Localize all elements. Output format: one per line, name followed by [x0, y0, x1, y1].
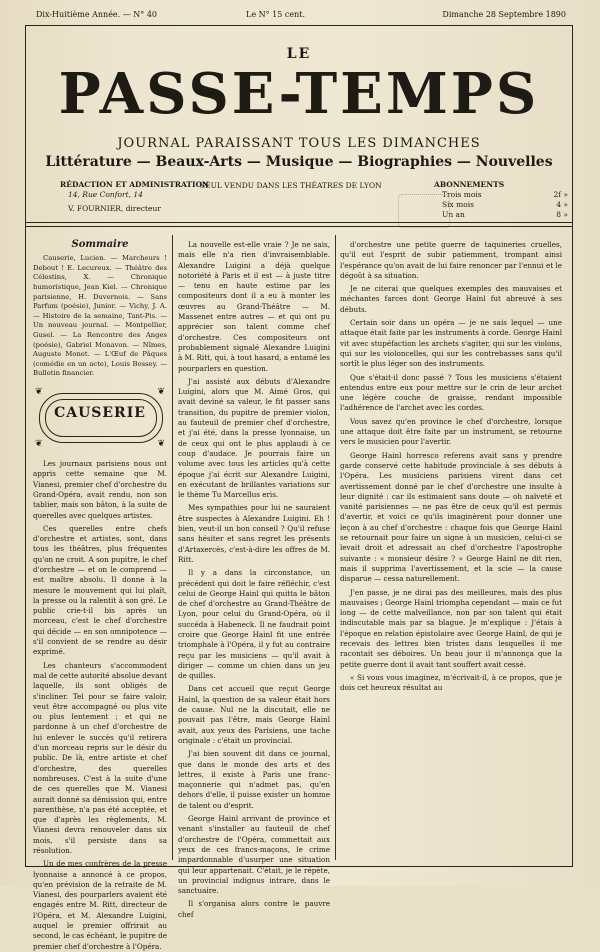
column-1	[33, 239, 167, 951]
subscriptions-title: ABONNEMENTS	[434, 180, 505, 189]
sommaire-title: Sommaire	[71, 239, 129, 250]
masthead	[26, 26, 572, 222]
paragraph: Ces querelles entre chefs d'orchestre et artistes, sont, dans tous les théâtres, plus fréquentes qu'on ne croit. A son pupitre, le chef d'orchestre — et on le comprend — est maître absolu. Il donne à la mesure le mouvement qui lui plaît, la presse ou la ralentit à son gré. Le public crie-t-il bis après un morceau, c'est le chef d'orchestre qui décide — en son omnipotence — s'il convient de se rendre au désir exprimé.	[33, 523, 167, 657]
paragraph: Il y a dans la circonstance, un précédent qui doit le faire réfléchir, c'est celui de George Hainl qui quitta le bâton de chef d'orchestre au Grand-Théâtre de Lyon, pour celui du Grand-Opéra, où il succéda à Habeneck. Il ne faudrait point croire que George Hainl fit une entrée triomphale à l'Opéra, il y fut au contraire reçu par les musiciens — qu'il avait à diriger — comme un chien dans un jeu de quilles.	[178, 568, 330, 681]
paragraph: La nouvelle est-elle vraie ? Je ne sais, mais elle n'a rien d'invraisemblable. Alexandre Luigini a déjà quelque notoriété à Paris et il est — à juste titre — tenu en haute estime par les compositeurs dont il a eu à monter les œuvres au Grand-Théâtre — M. Massenet entre autres — et qui ont pu apprécier son talent comme chef d'orchestre. Ces compositeurs ont probablement signalé Alexandre Luigini à M. Ritt, qui, à tout hasard, a entamé les pourparlers en question.	[178, 240, 330, 373]
masthead-subtitle: JOURNAL PARAISSANT TOUS LES DIMANCHES	[117, 136, 481, 151]
masthead-title: PASSE-TEMPS	[58, 61, 540, 127]
paragraph: J'en passe, je ne dirai pas des meilleures, mais des plus mauvaises ; George Hainl triompha cependant — mais ce fut long — de cette malveillance, non par son talent qui était indiscutable mais par sa blague. Je m'explique : J'étais à l'époque en relation épistolaire avec George Hainl, de qui je recevais des lettres bien tristes dans lesquelles il me racontait ses déboires. Un beau jour il m'annonça que la petite guerre dont il avait tant souffert avait cessé.	[340, 587, 562, 669]
column-separator	[172, 235, 173, 860]
header-line	[36, 8, 566, 24]
redaction-block	[60, 180, 220, 214]
subscription-row: Six mois 4 »	[442, 200, 568, 209]
masthead-le: LE	[286, 46, 312, 62]
redaction-label: RÉDACTION ET ADMINISTRATION	[60, 180, 209, 189]
paragraph: Que s'était-il donc passé ? Tous les musiciens s'étaient entendus entre eux pour mettre sur le crin de leur archet une légère couche de graisse, rendant impossible l'adhérence de l'archet avec les cordes.	[340, 372, 562, 413]
sommaire-text: Causerie, Lucien. — Marcheurs ! Debout ! E. Lecureux. — Théâtre des Célestins, X. — Chronique humoristique, Jean Kiel. — Chronique parisienne, H. Duvernois. — Sans Parfum (poésie), Junior. — Vichy, J. A. — Histoire de la semaine, Tant-Pis. — Un nouveau journal. — Montpellier, Gusel. — La Rencontre des Anges (poésie), Gabriel Monavon. — Nîmes, Auguste Monet. — L'Œuf de Pâques (comédie en un acte), Louis Bossey. — Bulletin financier.	[33, 254, 167, 378]
paragraph: Les journaux parisiens nous ont appris cette semaine que M. Vianesi, premier chef d'orchestre du Grand-Opéra, avait rendu, non son tablier, mais son bâton, à la suite de querelles avec quelques artistes.	[33, 459, 167, 520]
paragraph: d'orchestre une petite guerre de taquineries cruelles, qu'il eut l'esprit de subir patiemment, trompant ainsi l'espérance qu'on avait de lui faire renoncer par l'ennui et le dégoût à sa situation.	[340, 240, 562, 280]
paragraph: Dans cet accueil que reçut George Hainl, la question de sa valeur était hors de cause. Nul ne la discutait, elle ne pouvait pas l'être, mais George Hainl avait, aux yeux des Parisiens, une tache originale : c'était un provincial.	[178, 684, 330, 745]
ornament-icon: ❦	[157, 387, 165, 398]
ornament-icon: ❦	[35, 387, 43, 398]
paragraph: Un de mes confrères de la presse lyonnaise a annoncé à ce propos, qu'en prévision de la retraite de M. Vianesi, des pourparlers avaient été engagés entre M. Ritt, directeur de l'Opéra, et M. Alexandre Luigini, auquel le premier offrirait au second, le cas échéant, le pupitre de premier chef d'orchestre à l'Opéra.	[33, 859, 167, 951]
masthead-rule	[26, 222, 572, 223]
masthead-topics: Littérature — Beaux-Arts — Musique — Biographies — Nouvelles	[45, 154, 553, 170]
paragraph: J'ai bien souvent dit dans ce journal, que dans le monde des arts et des lettres, il existe à Paris une franc-maçonnerie qui n'admet pas, qu'en dehors d'elle, il puisse exister un homme de talent ou d'esprit.	[178, 749, 330, 810]
causerie-heading	[35, 387, 165, 449]
paragraph: Les chanteurs s'accommodent mal de cette autorité absolue devant laquelle, ils sont obligés de s'incliner. Tel pour se faire valoir, veut être accompagné ou plus vite ou plus lentement ; et qui ne pardonne à un chef d'orchestre de lui enlever le succès qu'il retirera d'un morceau repris sur le désir du public. De là, entre artiste et chef d'orchestre, des querelles nombreuses. C'est à la suite d'une de ces querelles que M. Vianesi aurait donné sa démission qui, entre parenthèse, n'a pas été acceptée, et que d'après les règlements, M. Vianesi devra renouveler dans six mois, s'il persiste dans sa résolution.	[33, 660, 167, 855]
column-separator	[335, 235, 336, 860]
paragraph: J'ai assisté aux débuts d'Alexandre Luigini, alors que M. Aimé Gros, qui avait deviné sa valeur, le fit passer sans transition, du pupitre de premier violon, au fauteuil de premier chef d'orchestre, et j'ai été, dans la presse lyonnaise, un de ceux qui ont le plus applaudi à ce coup d'audace. Je pourrais faire un volume avec tous les articles qu'à cette époque j'ai écrit sur Alexandre Luigini, en exécutant de brillantes variations sur le thème Tu Marcellus eris.	[178, 376, 330, 500]
paragraph: Je ne citerai que quelques exemples des mauvaises et méchantes farces dont George Hainl fut abreuvé à ses débuts.	[340, 284, 562, 314]
ornament-icon: ❦	[35, 438, 43, 449]
column-3	[340, 240, 562, 860]
year-issue: Dix-Huitième Année. — N° 40	[36, 10, 158, 19]
redaction-address: 14, Rue Confort, 14	[68, 190, 143, 199]
causerie-label: CAUSERIE	[54, 405, 146, 422]
subscription-row: Trois mois 2f »	[442, 190, 568, 199]
paragraph: George Hainl arrivant de province et venant s'installer au fauteuil de chef d'orchestre de l'Opéra, commettait aux yeux de ces francs-maçons, le crime impardonnable d'usurper une situation qui leur appartenait. C'était, je le répète, un provincial indignus intrare, dans le sanctuaire.	[178, 814, 330, 896]
director: V. FOURNIER, directeur	[68, 204, 161, 213]
ornament-icon: ❦	[157, 438, 165, 449]
paragraph: Vous savez qu'en province le chef d'orchestre, lorsque une attaque doit être faite par un instrument, se retourne vers le musicien pour l'avertir.	[340, 416, 562, 447]
subscriptions	[434, 180, 568, 220]
paragraph: Mes sympathies pour lui ne sauraient être suspectes à Alexandre Luigini. Eh ! bien, veut-il un bon conseil ? Qu'il refuse sans hésiter et sans regret les présents d'Artaxercès, c'est-à-dire les offres de M. Ritt.	[178, 503, 330, 564]
paragraph: George Hainl horresco referens avait sans y prendre garde conservé cette habitude provinciale à ses débuts à l'Opéra. Les musiciens parisiens virent dans cet avertissement donné par le chef d'orchestre une insulte à leur dignité : car ils estimaient sans doute — oh naïveté et vanité parisiennes — ne pas être de ceux qu'il est permis d'avertir, et voici ce qu'ils imaginèrent pour donner une leçon à au chef d'orchestre : chaque fois que George Hainl se retournait pour faire un signe à un musicien, celui-ci se levait droit et adressait au chef d'orchestre l'apostrophe suivante : « monsieur désire ? » George Hainl ne dit rien, mais il supprima l'avertissement, et la scie — la cause disparue — cessa naturellement.	[340, 450, 562, 584]
issue-date: Dimanche 28 Septembre 1890	[442, 10, 566, 19]
paragraph: Certain soir dans un opéra — je ne sais lequel — une attaque était faite par les instruments à corde. George Hainl vit avec stupéfaction les archets s'agiter, qui sur les violons, qui sur les violoncelles, qui sur les contrebasses sans qu'il sortît le plus léger son des instruments.	[340, 318, 562, 369]
column-2	[178, 240, 330, 919]
sold-notice: SEUL VENDU DANS LES THÉATRES DE LYON	[200, 181, 382, 190]
masthead-rule-2	[26, 226, 572, 227]
paragraph: « Si vous vous imaginez, m'écrivait-il, à ce propos, que je dois cet heureux résultat au	[340, 672, 562, 693]
subscription-row: Un an 8 »	[442, 210, 568, 219]
paragraph: Il s'organisa alors contre le pauvre chef	[178, 899, 330, 919]
issue-price: Le N° 15 cent.	[246, 10, 305, 19]
